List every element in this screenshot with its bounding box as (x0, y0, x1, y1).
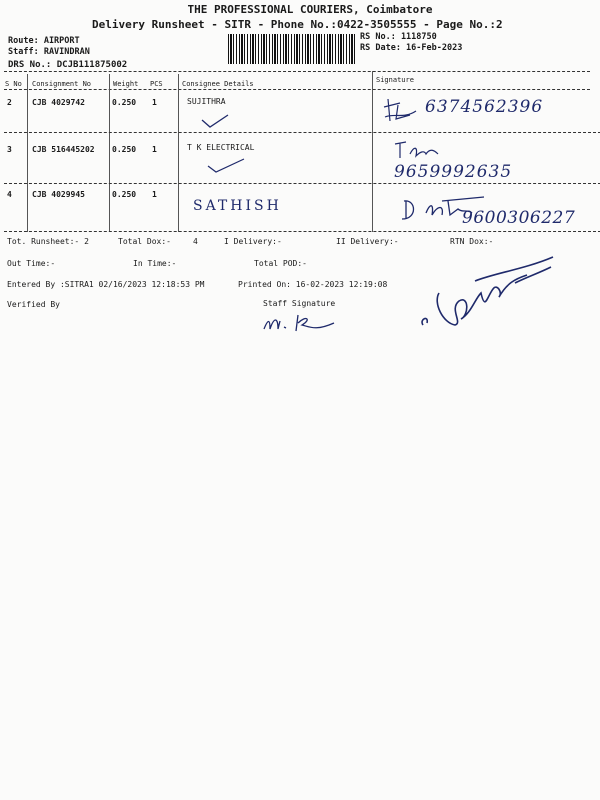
total-dox-label: Total Dox:- (118, 237, 171, 246)
verified-by: Verified By (7, 300, 60, 309)
row-consignment: CJB 4029945 (32, 190, 85, 199)
large-signature-mark (415, 253, 560, 335)
out-time: Out Time:- (7, 259, 56, 268)
col-weight: Weight (113, 80, 139, 88)
divider (4, 71, 590, 72)
row-pcs: 1 (152, 98, 157, 107)
handwritten-name: SATHISH (193, 198, 282, 214)
tick-mark (206, 157, 246, 175)
row-pcs: 1 (152, 145, 157, 154)
row-weight: 0.250 (112, 190, 137, 199)
col-signature: Signature (376, 76, 414, 84)
entered-by: Entered By :SITRA1 02/16/2023 12:18:53 PM (7, 280, 205, 289)
runsheet-title: Delivery Runsheet - SITR - Phone No.:0422-3505555 - Page No.:2 (92, 18, 503, 31)
handwritten-phone: 6374562396 (425, 97, 544, 117)
staff-signature-mark (262, 311, 346, 333)
divider (4, 231, 600, 232)
route-label: Route: AIRPORT (8, 36, 80, 46)
signature-mark (392, 138, 442, 162)
divider (4, 89, 590, 90)
tick-mark (200, 112, 230, 130)
col-consignee: Consignee Details (182, 80, 254, 88)
col-sno: S No (5, 80, 22, 88)
column-separator (109, 74, 110, 232)
column-separator (372, 71, 373, 232)
handwritten-phone: 9659992635 (394, 162, 513, 182)
signature-mark (380, 95, 420, 125)
row-consignment: CJB 516445202 (32, 145, 95, 154)
printed-on: Printed On: 16-02-2023 12:19:08 (238, 280, 388, 289)
row-sno: 2 (7, 98, 12, 107)
handwritten-phone: 9600306227 (462, 208, 576, 228)
row-consignee: SUJITHRA (187, 97, 226, 106)
rs-date: RS Date: 16-Feb-2023 (360, 43, 463, 53)
divider (4, 183, 600, 184)
tot-runsheet: Tot. Runsheet:- 2 (7, 237, 89, 246)
row-sno: 4 (7, 190, 12, 199)
row-weight: 0.250 (112, 98, 137, 107)
barcode (228, 34, 356, 64)
i-delivery: I Delivery:- (224, 237, 282, 246)
in-time: In Time:- (133, 259, 177, 268)
drs-label: DRS No.: DCJB111875002 (8, 60, 128, 70)
col-consignment: Consignment No (32, 80, 92, 88)
ii-delivery: II Delivery:- (336, 237, 399, 246)
row-consignee: T K ELECTRICAL (187, 143, 255, 152)
column-separator (27, 74, 28, 232)
row-weight: 0.250 (112, 145, 137, 154)
staff-label: Staff: RAVINDRAN (8, 47, 90, 57)
rs-number: RS No.: 1118750 (360, 32, 437, 42)
staff-signature-label: Staff Signature (263, 299, 336, 308)
company-title: THE PROFESSIONAL COURIERS, Coimbatore (187, 3, 433, 16)
total-dox-value: 4 (193, 237, 198, 246)
row-consignment: CJB 4029742 (32, 98, 85, 107)
total-pod: Total POD:- (254, 259, 307, 268)
row-pcs: 1 (152, 190, 157, 199)
rtn-dox: RTN Dox:- (450, 237, 494, 246)
row-sno: 3 (7, 145, 12, 154)
col-pcs: PCS (150, 80, 163, 88)
column-separator (178, 74, 179, 232)
divider (4, 132, 600, 133)
